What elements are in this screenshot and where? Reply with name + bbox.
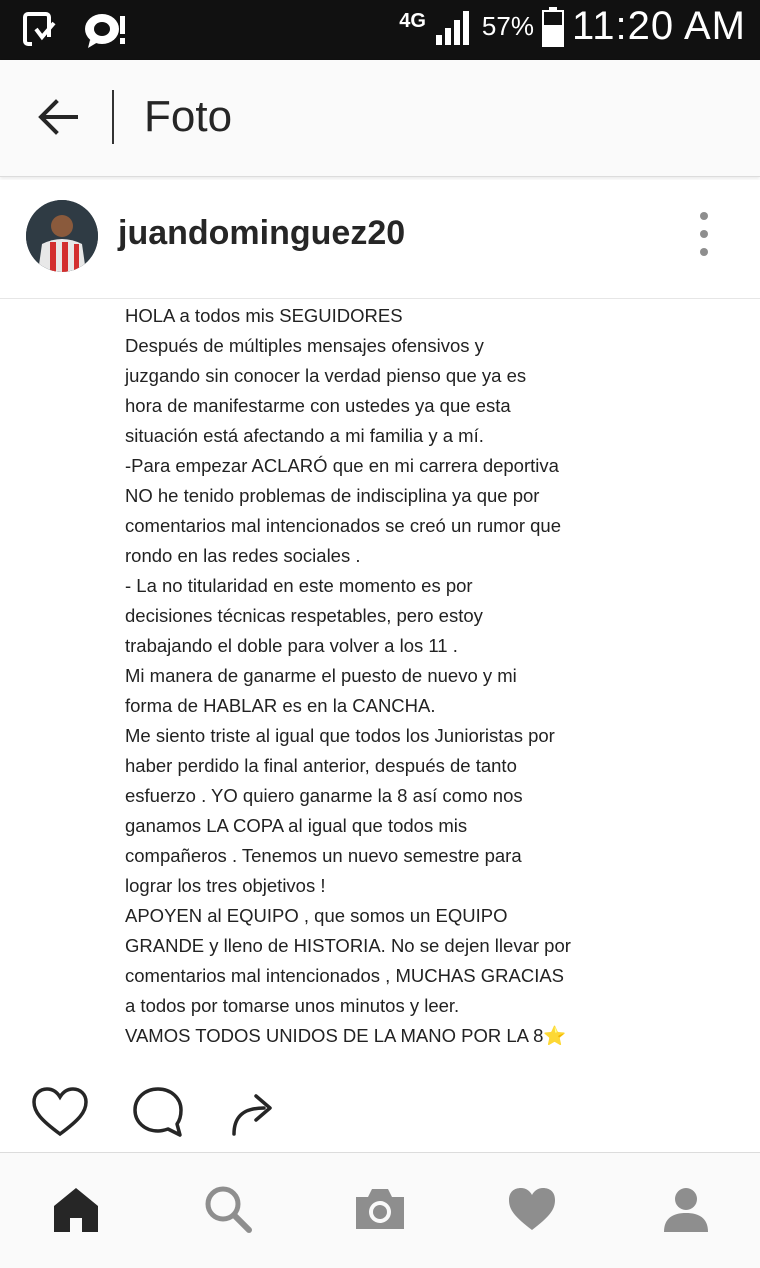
nav-search[interactable] [198, 1179, 258, 1239]
signal-icon [434, 9, 474, 45]
post-text-line: comentarios mal intencionados se creó un rumor que [125, 515, 562, 536]
post-text-line: trabajando el doble para volver a los 11 . [125, 635, 458, 656]
clock: 11:20 AM [571, 4, 746, 48]
post-text-line: comentarios mal intencionados , MUCHAS GRACIAS [125, 965, 565, 986]
page-title: Foto [144, 92, 233, 141]
post-text-line: Después de múltiples mensajes ofensivos y [125, 335, 484, 356]
post-text-line: decisiones técnicas respetables, pero estoy [125, 605, 483, 626]
battery-percent: 57% [481, 11, 534, 41]
network-type: 4G [399, 9, 426, 32]
post-text-line: GRANDE y lleno de HISTORIA. No se dejen llevar por [125, 935, 571, 956]
more-options-button[interactable] [690, 212, 718, 256]
post-text-line: situación está afectando a mi familia y a mí. [125, 425, 484, 446]
post-text-line: rondo en las redes sociales . [125, 545, 361, 566]
like-button[interactable] [30, 1082, 90, 1142]
avatar-image [26, 200, 98, 272]
status-indicators [399, 4, 746, 49]
battery-icon [542, 7, 564, 47]
post-text-line: ganamos LA COPA al igual que todos mis [125, 815, 468, 836]
heart-icon [31, 1086, 89, 1138]
post-text-line: - La no titularidad en este momento es por [125, 575, 473, 596]
back-arrow-icon [36, 98, 78, 136]
comment-button[interactable] [128, 1082, 188, 1142]
messenger-icon [82, 10, 128, 50]
post-text-line: NO he tenido problemas de indisciplina ya que por [125, 485, 540, 506]
status-notifications [22, 10, 128, 50]
post-header [0, 180, 760, 299]
nav-activity[interactable] [502, 1179, 562, 1239]
profile-icon [661, 1184, 711, 1234]
post-text-line: lograr los tres objetivos ! [125, 875, 326, 896]
nav-profile[interactable] [656, 1179, 716, 1239]
post-text-line: HOLA a todos mis SEGUIDORES [125, 305, 403, 326]
post-text [125, 301, 735, 1051]
post-text-line: haber perdido la final anterior, después de tanto [125, 755, 517, 776]
nav-home[interactable] [46, 1179, 106, 1239]
post-image [0, 299, 760, 1059]
post-actions [0, 1070, 760, 1150]
share-icon [226, 1084, 282, 1140]
post-text-line: compañeros . Tenemos un nuevo semestre para [125, 845, 522, 866]
activity-heart-icon [506, 1185, 558, 1233]
post-text-line: -Para empezar ACLARÓ que en mi carrera deportiva [125, 455, 559, 476]
nav-camera[interactable] [350, 1179, 410, 1239]
more-vertical-icon-dot [700, 248, 708, 256]
avatar[interactable] [26, 200, 98, 272]
post-username[interactable]: juandominguez20 [118, 214, 406, 252]
post-text-line: Mi manera de ganarme el puesto de nuevo y mi [125, 665, 517, 686]
search-icon [202, 1183, 254, 1235]
status-bar [0, 0, 760, 60]
app-bar [0, 60, 760, 177]
post-text-line: Me siento triste al igual que todos los Junioristas por [125, 725, 555, 746]
camera-icon [352, 1185, 408, 1233]
post-text-line: VAMOS TODOS UNIDOS DE LA MANO POR LA 8⭐ [125, 1025, 567, 1046]
post-text-line: APOYEN al EQUIPO , que somos un EQUIPO [125, 905, 508, 926]
home-icon [50, 1184, 102, 1234]
share-button[interactable] [224, 1082, 284, 1142]
more-vertical-icon-dot [700, 212, 708, 220]
comment-icon [130, 1084, 186, 1140]
post-text-line: forma de HABLAR es en la CANCHA. [125, 695, 436, 716]
post-text-line: a todos por tomarse unos minutos y leer. [125, 995, 460, 1016]
bottom-navigation [0, 1152, 760, 1268]
post-text-line: esfuerzo . YO quiero ganarme la 8 así como nos [125, 785, 523, 806]
post-text-line: hora de manifestarme con ustedes ya que esta [125, 395, 511, 416]
more-vertical-icon-dot [700, 230, 708, 238]
app-bar-divider [112, 90, 114, 144]
post-text-line: juzgando sin conocer la verdad pienso que ya es [125, 365, 527, 386]
back-button[interactable] [30, 90, 84, 144]
download-icon [22, 11, 58, 49]
